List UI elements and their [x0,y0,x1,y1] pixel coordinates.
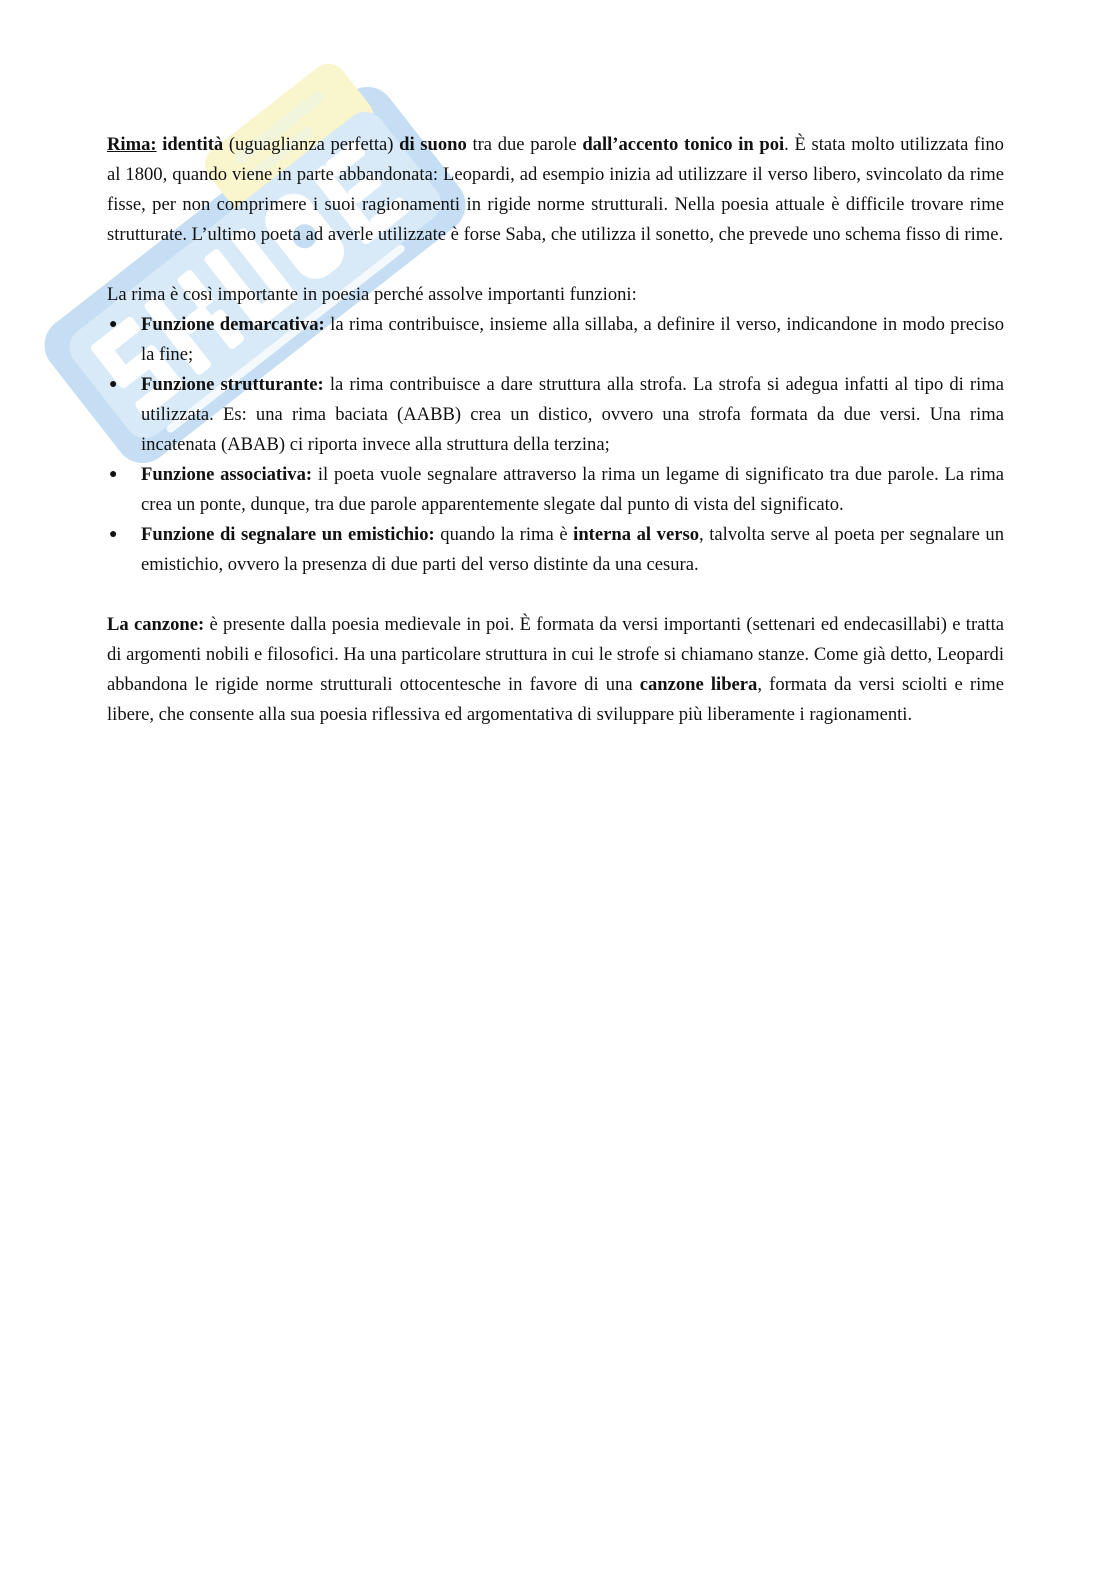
rima-bold-identita: identità [162,134,224,155]
canzone-text-1: è presente dalla poesia medievale in poi. È formata da versi importanti (settenari ed endecasillabi) e tratta di argomenti nobili e filosofici. Ha una particolare struttura in cui le strofe si chiamano stanze. Come già detto, Leopardi abbandona le rigide norme strutturali ottocentesche in favore di una [107,614,1004,695]
bullet-icon: ● [109,527,118,542]
rima-text-2: tra due parole [466,134,583,155]
function-text: quando la rima è [434,524,574,545]
list-item [107,520,1004,580]
rima-text-3: . È stata molto utilizzata fino al 1800, quando viene in parte abbandonata: Leopardi, ad esempio inizia ad utilizzare il verso libero, svincolato da rime fisse, per non comprimere i suoi ragionamenti in rigide norme strutturali. Nella poesia attuale è difficile trovare rime strutturate. L’ultimo poeta ad averle utilizzate è forse Saba, che utilizza il sonetto, che prevede uno schema fisso di rime. [107,134,1004,245]
bullet-icon: ● [109,377,118,392]
function-title: Funzione demarcativa: [141,314,325,335]
rima-paragraph [107,130,1004,250]
functions-intro: La rima è così importante in poesia perché assolve importanti funzioni: [107,284,637,305]
function-text: il poeta vuole segnalare attraverso la rima un legame di significato tra due parole. La rima crea un ponte, dunque, tra due parole apparentemente slegate dal punto di vista del significato. [141,464,1004,515]
rima-bold-di-suono: di suono [399,134,467,155]
paragraph-spacer [107,580,1004,610]
document-body [107,130,1004,730]
canzone-bold-libera: canzone libera [639,674,758,695]
rima-text-1: (uguaglianza perfetta) [223,134,400,155]
paragraph-spacer [107,250,1004,280]
bullet-icon: ● [109,317,118,332]
functions-list [107,310,1004,580]
function-text: la rima contribuisce a dare struttura alla strofa. La strofa si adegua infatti al tipo di rima utilizzata. Es: una rima baciata (AABB) crea un distico, ovvero una strofa formata da due versi. Una rima incatenata (ABAB) ci riporta invece alla struttura della terzina; [141,374,1004,455]
bullet-icon: ● [109,467,118,482]
list-item [107,370,1004,460]
canzone-paragraph [107,610,1004,730]
list-item [107,460,1004,520]
function-text: , talvolta serve al poeta per segnalare un emistichio, ovvero la presenza di due parti del verso distinte da una cesura. [141,524,1005,575]
function-bold-interna: interna al verso [573,524,699,545]
rima-bold-accento: dall’accento tonico in poi [582,134,785,155]
function-title: Funzione di segnalare un emistichio: [141,524,435,545]
list-item [107,310,1004,370]
canzone-term: La canzone: [107,614,205,635]
function-title: Funzione strutturante: [141,374,324,395]
function-title: Funzione associativa: [141,464,313,485]
canzone-text-2: , formata da versi sciolti e rime libere, che consente alla sua poesia riflessiva ed argomentativa di sviluppare più liberamente i ragionamenti. [107,674,1004,725]
rima-term: Rima: [107,134,157,155]
function-text: la rima contribuisce, insieme alla sillaba, a definire il verso, indicandone in modo preciso la fine; [141,314,1004,365]
